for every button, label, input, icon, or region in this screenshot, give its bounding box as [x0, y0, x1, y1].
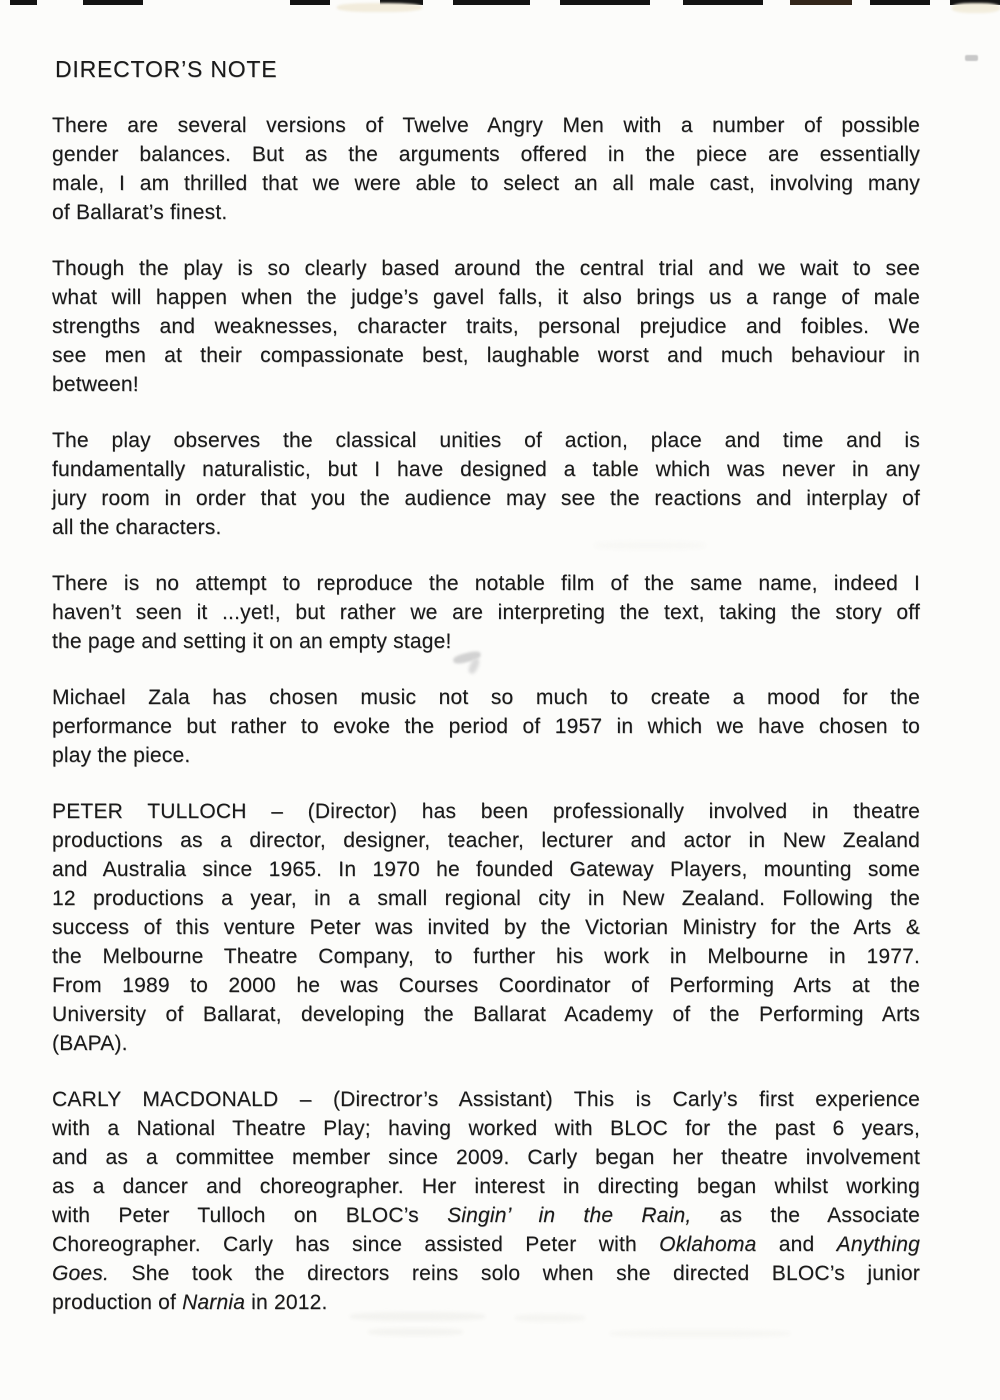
- text-segment: with Peter Tulloch on BLOC’s: [52, 1204, 448, 1227]
- text-line: [52, 1259, 920, 1288]
- text-segment: play the piece.: [52, 744, 191, 767]
- italic-text-segment: Singin’ in the Rain,: [447, 1204, 692, 1227]
- text-line: [52, 169, 920, 198]
- text-line: [52, 1201, 920, 1230]
- text-line: [52, 140, 920, 169]
- text-segment: (BAPA).: [52, 1032, 128, 1055]
- text-segment: between!: [52, 373, 139, 396]
- document-body: [52, 111, 920, 1317]
- scan-artifact-bleed: [610, 1330, 790, 1337]
- scan-artifact-segment: [290, 0, 330, 5]
- text-line: [52, 111, 920, 140]
- text-segment: performance but rather to evoke the period of 1957 in which we have chosen to: [52, 715, 920, 738]
- text-segment: the Melbourne Theatre Company, to further his work in Melbourne in 1977.: [52, 945, 920, 968]
- text-line: [52, 741, 920, 770]
- text-segment: of Ballarat’s finest.: [52, 201, 228, 224]
- text-segment: with a National Theatre Play; having worked with BLOC for the past 6 years,: [52, 1117, 920, 1140]
- text-segment: the page and setting it on an empty stage!: [52, 630, 452, 653]
- text-segment: production of: [52, 1291, 183, 1314]
- paragraph-4: [52, 569, 920, 656]
- text-line: [52, 569, 920, 598]
- scan-artifact-segment: [453, 0, 530, 5]
- text-segment: 12 productions a year, in a small regional city in New Zealand. Following the: [52, 887, 920, 910]
- text-line: [52, 1000, 920, 1029]
- text-line: [52, 942, 920, 971]
- text-segment: gender balances. But as the arguments offered in the piece are essentially: [52, 143, 920, 166]
- scan-artifact-dash: [965, 55, 978, 61]
- text-line: [52, 198, 920, 227]
- text-line: [52, 455, 920, 484]
- text-line: [52, 627, 920, 656]
- text-line: [52, 913, 920, 942]
- paragraph-2: [52, 254, 920, 399]
- text-segment: productions as a director, designer, teacher, lecturer and actor in New Zealand: [52, 829, 920, 852]
- text-line: [52, 484, 920, 513]
- text-line: [52, 797, 920, 826]
- scan-artifact-stain: [952, 3, 1000, 13]
- text-segment: all the characters.: [52, 516, 222, 539]
- italic-text-segment: Goes.: [52, 1262, 110, 1285]
- italic-text-segment: Narnia: [182, 1291, 246, 1314]
- text-segment: jury room in order that you the audience may see the reactions and interplay of: [52, 487, 920, 510]
- text-line: [52, 312, 920, 341]
- text-line: [52, 855, 920, 884]
- text-line: [52, 370, 920, 399]
- paragraph-1: [52, 111, 920, 227]
- text-line: [52, 426, 920, 455]
- paragraph-6: [52, 797, 920, 1058]
- text-segment: see men at their compassionate best, laughable worst and much behaviour in: [52, 344, 920, 367]
- text-segment: and: [756, 1233, 837, 1256]
- text-segment: CARLY MACDONALD – (Directror’s Assistant) This is Carly’s first experience: [52, 1088, 920, 1111]
- text-segment: what will happen when the judge’s gavel falls, it also brings us a range of male: [52, 286, 920, 309]
- scan-artifact-segment: [683, 0, 763, 5]
- text-segment: and Australia since 1965. In 1970 he founded Gateway Players, mounting some: [52, 858, 920, 881]
- paragraph-5: [52, 683, 920, 770]
- text-line: [52, 1288, 920, 1317]
- text-line: [52, 712, 920, 741]
- scan-artifact-segment: [10, 0, 37, 5]
- text-line: [52, 1230, 920, 1259]
- text-segment: From 1989 to 2000 he was Courses Coordinator of Performing Arts at the: [52, 974, 920, 997]
- scan-artifact-bleed: [368, 1328, 463, 1336]
- text-segment: in 2012.: [245, 1291, 328, 1314]
- italic-text-segment: Oklahoma: [659, 1233, 757, 1256]
- text-line: [52, 1143, 920, 1172]
- text-segment: success of this venture Peter was invited by the Victorian Ministry for the Arts &: [52, 916, 920, 939]
- text-line: [52, 1172, 920, 1201]
- scan-artifact-stain: [337, 3, 422, 12]
- text-line: [52, 254, 920, 283]
- text-line: [52, 884, 920, 913]
- text-segment: PETER TULLOCH – (Director) has been professionally involved in theatre: [52, 800, 920, 823]
- page-title: DIRECTOR’S NOTE: [55, 56, 278, 82]
- text-segment: Michael Zala has chosen music not so much to create a mood for the: [52, 686, 920, 709]
- text-line: [52, 1085, 920, 1114]
- text-line: [52, 341, 920, 370]
- text-segment: There are several versions of Twelve Angry Men with a number of possible: [52, 114, 920, 137]
- scan-artifact-segment: [790, 0, 852, 5]
- text-segment: University of Ballarat, developing the Ballarat Academy of the Performing Arts: [52, 1003, 920, 1026]
- text-segment: Though the play is so clearly based around the central trial and we wait to see: [52, 257, 920, 280]
- text-segment: The play observes the classical unities of action, place and time and is: [52, 429, 920, 452]
- text-segment: Choreographer. Carly has since assisted Peter with: [52, 1233, 660, 1256]
- text-line: [52, 598, 920, 627]
- scan-artifact-segment: [83, 0, 143, 5]
- italic-text-segment: Anything: [836, 1233, 920, 1256]
- text-segment: as the Associate: [691, 1204, 920, 1227]
- text-line: [52, 683, 920, 712]
- text-segment: She took the directors reins solo when she directed BLOC’s junior: [109, 1262, 920, 1285]
- scan-artifact-segment: [870, 0, 930, 5]
- text-line: [52, 826, 920, 855]
- text-segment: fundamentally naturalistic, but I have designed a table which was never in any: [52, 458, 920, 481]
- text-line: [52, 971, 920, 1000]
- paragraph-3: [52, 426, 920, 542]
- text-line: [52, 513, 920, 542]
- text-segment: and as a committee member since 2009. Carly began her theatre involvement: [52, 1146, 920, 1169]
- text-segment: as a dancer and choreographer. Her interest in directing began whilst working: [52, 1175, 920, 1198]
- text-line: [52, 1029, 920, 1058]
- text-segment: male, I am thrilled that we were able to select an all male cast, involving many: [52, 172, 920, 195]
- text-segment: haven’t seen it ...yet!, but rather we are interpreting the text, taking the story off: [52, 601, 920, 624]
- text-line: [52, 1114, 920, 1143]
- scan-artifact-segment: [560, 0, 650, 5]
- text-segment: strengths and weaknesses, character traits, personal prejudice and foibles. We: [52, 315, 920, 338]
- text-line: [52, 283, 920, 312]
- text-segment: There is no attempt to reproduce the notable film of the same name, indeed I: [52, 572, 920, 595]
- paragraph-7: [52, 1085, 920, 1317]
- content-column: [52, 55, 920, 1317]
